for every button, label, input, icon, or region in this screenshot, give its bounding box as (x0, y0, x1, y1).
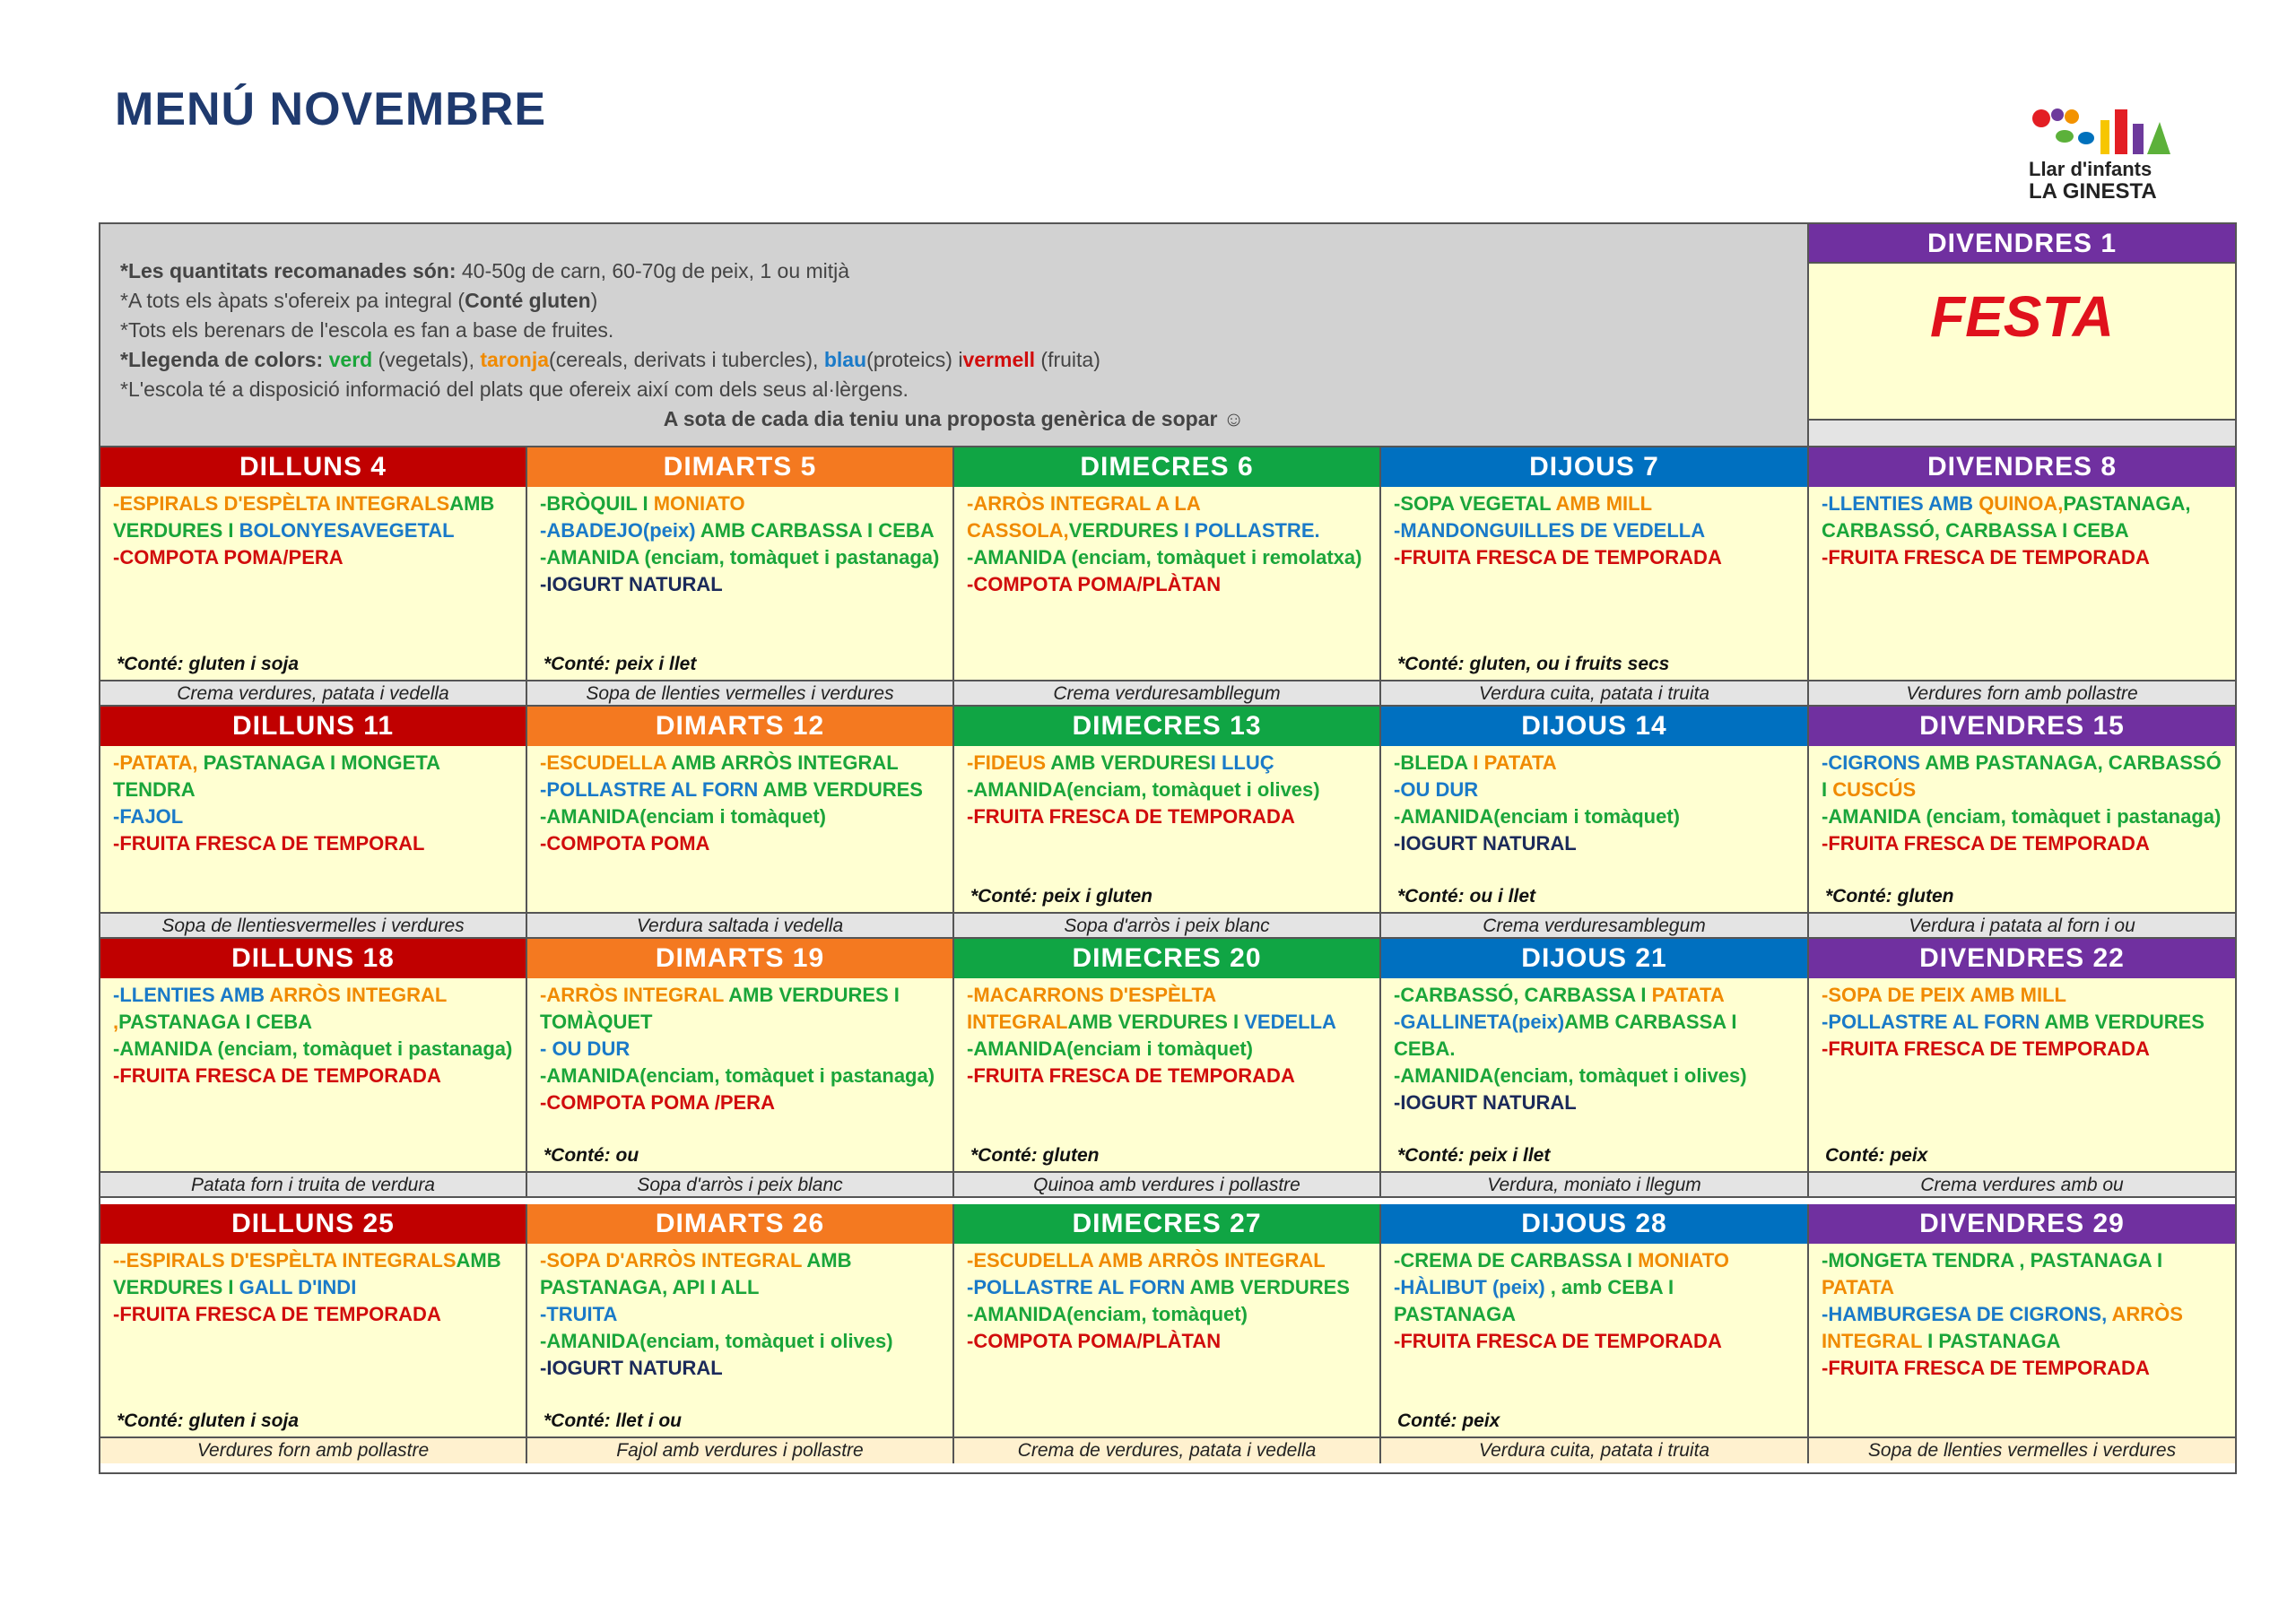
day-header-wed: DIMECRES 6 (954, 447, 1381, 487)
menu-item: I LLUÇ (1210, 751, 1274, 774)
info-quantities-label: *Les quantitats recomanades són: (120, 259, 457, 282)
day-menu-mon (100, 978, 527, 1171)
allergen-note: *Conté: ou (544, 1145, 639, 1166)
info-panel (100, 224, 1809, 447)
menu-text (1394, 1247, 1795, 1355)
allergen-note: *Conté: ou i llet (1397, 886, 1535, 907)
logo-text-line1: Llar d'infants (2029, 158, 2152, 180)
day-menu-thu (1381, 746, 1809, 912)
menu-item: MONIATO (653, 492, 745, 515)
menu-item: -AMANIDA(enciam, tomàquet i olives) (1394, 1064, 1747, 1087)
menu-item: -HÀLIBUT (peix) (1394, 1276, 1551, 1298)
menu-item: -AMANIDA (enciam, tomàquet i pastanaga) (540, 546, 940, 568)
menu-item: -AMANIDA(enciam, tomàquet i pastanaga) (540, 1064, 935, 1087)
day-menu-tue (527, 978, 954, 1171)
menu-item: -ARRÒS INTEGRAL A LA CASSOLA, (967, 492, 1200, 542)
menu-item: AMB CARBASSA I CEBA (700, 519, 935, 542)
menu-text (967, 982, 1367, 1089)
day-header-thu: DIJOUS 21 (1381, 939, 1809, 978)
allergen-note: *Conté: gluten, ou i fruits secs (1397, 654, 1670, 674)
menu-item: -FRUITA FRESCA DE TEMPORADA (113, 1064, 441, 1087)
dinner-suggestion: Verdura cuita, patata i truita (1381, 680, 1809, 707)
day-header-fri: DIVENDRES 8 (1809, 447, 2235, 487)
menu-text (540, 750, 940, 857)
dinner-suggestion: Sopa de llenties vermelles i verdures (1809, 1436, 2235, 1463)
menu-text (967, 1247, 1367, 1355)
menu-item: -FRUITA FRESCA DE TEMPORADA (1394, 546, 1722, 568)
menu-item: -COMPOTA POMA /PERA (540, 1091, 775, 1114)
menu-item: AMB VERDURES I (113, 1249, 501, 1298)
info-bread-close: ) (590, 289, 598, 312)
day-header-mon: DILLUNS 4 (100, 447, 527, 487)
dinner-suggestion: Verdura, moniato i llegum (1381, 1171, 1809, 1198)
allergen-note: Conté: peix (1397, 1410, 1500, 1431)
info-legend-label: *Llegenda de colors: (120, 348, 329, 371)
day-menu-wed (954, 487, 1381, 680)
menu-text (1394, 982, 1795, 1116)
allergen-note: *Conté: peix i llet (1397, 1145, 1551, 1166)
allergen-note: *Conté: peix i gluten (970, 886, 1153, 907)
legend-orange-desc: (cereals, derivats i tubercles), (549, 348, 824, 371)
menu-item: -ABADEJO(peix) (540, 519, 700, 542)
menu-item: -TRUITA (540, 1303, 618, 1325)
menu-item: BOLONYESA (239, 519, 363, 542)
day-menu-tue (527, 1244, 954, 1436)
day-header-mon: DILLUNS 25 (100, 1204, 527, 1244)
menu-item: -FRUITA FRESCA DE TEMPORADA (967, 805, 1295, 828)
dinner-suggestion: Sopa d'arròs i peix blanc (527, 1171, 954, 1198)
day-menu-thu (1381, 487, 1809, 680)
info-allergens-text: *L'escola té a disposició informació del plats que ofereix així com dels seus al·lèrgens. (120, 378, 909, 401)
dinner-suggestion (1809, 421, 2235, 447)
menu-text (1822, 982, 2222, 1063)
day-menu-mon (100, 1244, 527, 1436)
dinner-suggestion: Crema verdures, patata i vedella (100, 680, 527, 707)
allergen-note: *Conté: peix i llet (544, 654, 697, 674)
menu-item: AMB VERDURES (2044, 1011, 2205, 1033)
menu-item: -FRUITA FRESCA DE TEMPORADA (967, 1064, 1295, 1087)
day-menu-fri (1809, 746, 2235, 912)
menu-table (99, 222, 2237, 1474)
menu-item: -FRUITA FRESCA DE TEMPORADA (1394, 1330, 1722, 1352)
menu-text (967, 750, 1367, 830)
day-header-tue: DIMARTS 12 (527, 707, 954, 746)
info-bread-text: *A tots els àpats s'ofereix pa integral ( (120, 289, 465, 312)
menu-item: -PATATA, (113, 751, 204, 774)
menu-item: -IOGURT NATURAL (1394, 832, 1577, 855)
menu-item: -SOPA VEGETAL (1394, 492, 1556, 515)
menu-item: -HAMBURGESA DE CIGRONS, (1822, 1303, 2112, 1325)
menu-item: -COMPOTA POMA/PLÀTAN (967, 1330, 1222, 1352)
menu-item: -ESCUDELLA AMB ARRÒS INTEGRAL (967, 1249, 1326, 1271)
menu-item: ARRÒS INTEGRAL (1822, 1303, 2183, 1352)
menu-text (113, 750, 513, 857)
menu-text (1394, 490, 1795, 571)
menu-item: AMB VERDURES (1050, 751, 1211, 774)
menu-item: AMB VERDURES (762, 778, 923, 801)
menu-item: AMB PASTANAGA, CARBASSÓ I (1822, 751, 2222, 801)
allergen-note: *Conté: llet i ou (544, 1410, 682, 1431)
menu-item: PASTANAGA I MONGETA TENDRA (113, 751, 440, 801)
dinner-suggestion: Fajol amb verdures i pollastre (527, 1436, 954, 1463)
menu-item: PATATA (1822, 1276, 1895, 1298)
dinner-suggestion: Patata forn i truita de verdura (100, 1171, 527, 1198)
menu-item: -GALLINETA(peix) (1394, 1011, 1565, 1033)
menu-item: -IOGURT NATURAL (540, 573, 723, 595)
day-header-mon: DILLUNS 18 (100, 939, 527, 978)
menu-item: AMB VERDURES (1189, 1276, 1350, 1298)
allergen-note: Conté: peix (1825, 1145, 1928, 1166)
menu-item: -COMPOTA POMA/PERA (113, 546, 344, 568)
day-menu-tue (527, 746, 954, 912)
day-header-fri: DIVENDRES 15 (1809, 707, 2235, 746)
menu-item: -CARBASSÓ, CARBASSA I (1394, 984, 1652, 1006)
page-title: MENÚ NOVEMBRE (115, 83, 547, 135)
day-menu-fri (1809, 487, 2235, 680)
menu-text (967, 490, 1367, 598)
menu-item: -AMANIDA(enciam, tomàquet i olives) (540, 1330, 893, 1352)
day-header-tue: DIMARTS 26 (527, 1204, 954, 1244)
menu-text (113, 1247, 513, 1328)
day-menu-tue (527, 487, 954, 680)
menu-item: GALL D'INDI (239, 1276, 357, 1298)
menu-item: AMB MILL (1555, 492, 1653, 515)
menu-item: -ESPIRALS D'ESPÈLTA INTEGRALS (113, 492, 450, 515)
dinner-suggestion: Verdura i patata al forn i ou (1809, 912, 2235, 939)
info-quantities-text: 40-50g de carn, 60-70g de peix, 1 ou mitjà (456, 259, 850, 282)
menu-item: -POLLASTRE AL FORN (967, 1276, 1190, 1298)
dinner-suggestion: Crema de verdures, patata i vedella (954, 1436, 1381, 1463)
day-cell-fri-1 (1809, 264, 2235, 421)
day-menu-thu (1381, 978, 1809, 1171)
logo-text-line2: LA GINESTA (2029, 179, 2157, 204)
menu-item: AMB VERDURES I TOMÀQUET (540, 984, 900, 1033)
menu-item: -IOGURT NATURAL (540, 1357, 723, 1379)
dinner-suggestion: Crema verdures amb ou (1809, 1171, 2235, 1198)
dinner-suggestion: Sopa de llentiesvermelles i verdures (100, 912, 527, 939)
day-menu-mon (100, 487, 527, 680)
menu-item: ARRÒS INTEGRAL , (113, 984, 447, 1033)
day-menu-wed (954, 1244, 1381, 1436)
day-menu-wed (954, 978, 1381, 1171)
info-snacks-text: *Tots els berenars de l'escola es fan a base de fruites. (120, 318, 614, 342)
day-header-fri: DIVENDRES 29 (1809, 1204, 2235, 1244)
dinner-suggestion: Quinoa amb verdures i pollastre (954, 1171, 1381, 1198)
menu-item: I PASTANAGA (1927, 1330, 2061, 1352)
menu-text (113, 982, 513, 1089)
menu-item: -BRÒQUIL I (540, 492, 654, 515)
menu-item: -FRUITA FRESCA DE TEMPORADA (113, 1303, 441, 1325)
day-header-thu: DIJOUS 14 (1381, 707, 1809, 746)
menu-text (540, 982, 940, 1116)
allergen-note: *Conté: gluten (970, 1145, 1100, 1166)
day-menu-mon (100, 746, 527, 912)
menu-item: -AMANIDA (enciam, tomàquet i remolatxa) (967, 546, 1362, 568)
info-dinner-note: A sota de cada dia teniu una proposta genèrica de sopar ☺ (663, 407, 1245, 430)
menu-item: -SOPA D'ARRÒS INTEGRAL (540, 1249, 807, 1271)
dinner-suggestion: Crema verduresambllegum (954, 680, 1381, 707)
dinner-suggestion: Sopa de llenties vermelles i verdures (527, 680, 954, 707)
menu-item: -FRUITA FRESCA DE TEMPORAL (113, 832, 425, 855)
day-menu-fri (1809, 1244, 2235, 1436)
menu-item: -MANDONGUILLES DE VEDELLA (1394, 519, 1706, 542)
menu-item: -LLENTIES AMB (113, 984, 270, 1006)
menu-item: -CREMA DE CARBASSA I (1394, 1249, 1639, 1271)
menu-item: AMB VERDURES I (113, 492, 495, 542)
legend-blue: blau (823, 348, 867, 371)
day-header-fri-1: DIVENDRES 1 (1809, 224, 2235, 264)
menu-item: VERDURES (1068, 519, 1185, 542)
menu-item: VEGETAL (362, 519, 455, 542)
allergen-note: *Conté: gluten i soja (117, 654, 300, 674)
day-header-tue: DIMARTS 19 (527, 939, 954, 978)
menu-item: CUSCÚS (1832, 778, 1917, 801)
menu-item: PATATA (1651, 984, 1725, 1006)
day-menu-thu (1381, 1244, 1809, 1436)
menu-item: -AMANIDA(enciam, tomàquet) (967, 1303, 1248, 1325)
menu-item: -FRUITA FRESCA DE TEMPORADA (1822, 1037, 2150, 1060)
menu-item: -POLLASTRE AL FORN (540, 778, 763, 801)
day-header-thu: DIJOUS 7 (1381, 447, 1809, 487)
holiday-label: FESTA (1929, 284, 2115, 349)
menu-item: -MACARRONS D'ESPÈLTA INTEGRAL (967, 984, 1216, 1033)
menu-item: -AMANIDA(enciam i tomàquet) (540, 805, 827, 828)
menu-item: MONIATO (1638, 1249, 1730, 1271)
menu-item: -MONGETA TENDRA , PASTANAGA I (1822, 1249, 2163, 1271)
menu-item: -AMANIDA(enciam i tomàquet) (967, 1037, 1254, 1060)
dinner-suggestion: Verdura cuita, patata i truita (1381, 1436, 1809, 1463)
menu-item: -AMANIDA(enciam i tomàquet) (1394, 805, 1681, 828)
day-header-thu: DIJOUS 28 (1381, 1204, 1809, 1244)
menu-item: AMB PASTANAGA, API I ALL (540, 1249, 852, 1298)
menu-item: -FAJOL (113, 805, 184, 828)
menu-item: AMB VERDURES I (1067, 1011, 1245, 1033)
menu-text (1822, 750, 2222, 857)
day-header-wed: DIMECRES 13 (954, 707, 1381, 746)
school-logo (2029, 100, 2172, 204)
menu-item: -BLEDA (1394, 751, 1474, 774)
menu-item: -SOPA DE PEIX AMB MILL (1822, 984, 2066, 1006)
menu-item: AMB ARRÒS INTEGRAL (671, 751, 899, 774)
menu-item: PASTANAGA I CEBA (118, 1011, 313, 1033)
menu-item: - OU DUR (540, 1037, 631, 1060)
legend-green: verd (328, 348, 373, 371)
day-menu-wed (954, 746, 1381, 912)
menu-item: -FIDEUS (967, 751, 1051, 774)
menu-item: AMB CARBASSA I CEBA. (1394, 1011, 1737, 1060)
menu-text (1822, 490, 2222, 571)
logo-graphic-icon (2029, 100, 2172, 158)
legend-green-desc: (vegetals), (372, 348, 481, 371)
menu-text (540, 490, 940, 598)
day-header-mon: DILLUNS 11 (100, 707, 527, 746)
menu-item: -POLLASTRE AL FORN (1822, 1011, 2045, 1033)
menu-item: -COMPOTA POMA/PLÀTAN (967, 573, 1222, 595)
dinner-suggestion: Verdura saltada i vedella (527, 912, 954, 939)
dinner-suggestion: Verdures forn amb pollastre (1809, 680, 2235, 707)
legend-blue-desc: (proteics) i (866, 348, 963, 371)
dinner-suggestion: Verdures forn amb pollastre (100, 1436, 527, 1463)
menu-item: -FRUITA FRESCA DE TEMPORADA (1822, 1357, 2150, 1379)
allergen-note: *Conté: gluten i soja (117, 1410, 300, 1431)
info-gluten-label: Conté gluten (465, 289, 591, 312)
menu-item: QUINOA, (1979, 492, 2064, 515)
menu-item: -FRUITA FRESCA DE TEMPORADA (1822, 832, 2150, 855)
menu-item: I PATATA (1473, 751, 1557, 774)
menu-item: -IOGURT NATURAL (1394, 1091, 1577, 1114)
menu-item: -AMANIDA(enciam, tomàquet i olives) (967, 778, 1320, 801)
menu-item: -AMANIDA (enciam, tomàquet i pastanaga) (1822, 805, 2222, 828)
menu-item: -CIGRONS (1822, 751, 1926, 774)
menu-item: -COMPOTA POMA (540, 832, 710, 855)
menu-item: --ESPIRALS D'ESPÈLTA INTEGRALS (113, 1249, 457, 1271)
menu-text (540, 1247, 940, 1382)
menu-item: -AMANIDA (enciam, tomàquet i pastanaga) (113, 1037, 513, 1060)
legend-orange: taronja (480, 348, 550, 371)
day-header-tue: DIMARTS 5 (527, 447, 954, 487)
day-header-wed: DIMECRES 20 (954, 939, 1381, 978)
menu-text (113, 490, 513, 571)
menu-item: , amb CEBA I PASTANAGA (1394, 1276, 1674, 1325)
dinner-suggestion: Crema verduresamblegum (1381, 912, 1809, 939)
menu-text (1394, 750, 1795, 857)
menu-text (1822, 1247, 2222, 1382)
day-menu-fri (1809, 978, 2235, 1171)
allergen-note: *Conté: gluten (1825, 886, 1954, 907)
day-header-fri: DIVENDRES 22 (1809, 939, 2235, 978)
legend-red-desc: (fruita) (1035, 348, 1100, 371)
menu-item: -FRUITA FRESCA DE TEMPORADA (1822, 546, 2150, 568)
menu-item: PASTANAGA, CARBASSÓ, CARBASSA I CEBA (1822, 492, 2191, 542)
menu-item: -OU DUR (1394, 778, 1479, 801)
menu-item: VEDELLA (1244, 1011, 1336, 1033)
day-header-wed: DIMECRES 27 (954, 1204, 1381, 1244)
menu-item: -ESCUDELLA (540, 751, 672, 774)
dinner-suggestion: Sopa d'arròs i peix blanc (954, 912, 1381, 939)
legend-red: vermell (962, 348, 1036, 371)
menu-item: I POLLASTRE. (1184, 519, 1320, 542)
menu-item: -ARRÒS INTEGRAL (540, 984, 729, 1006)
menu-item: -LLENTIES AMB (1822, 492, 1979, 515)
